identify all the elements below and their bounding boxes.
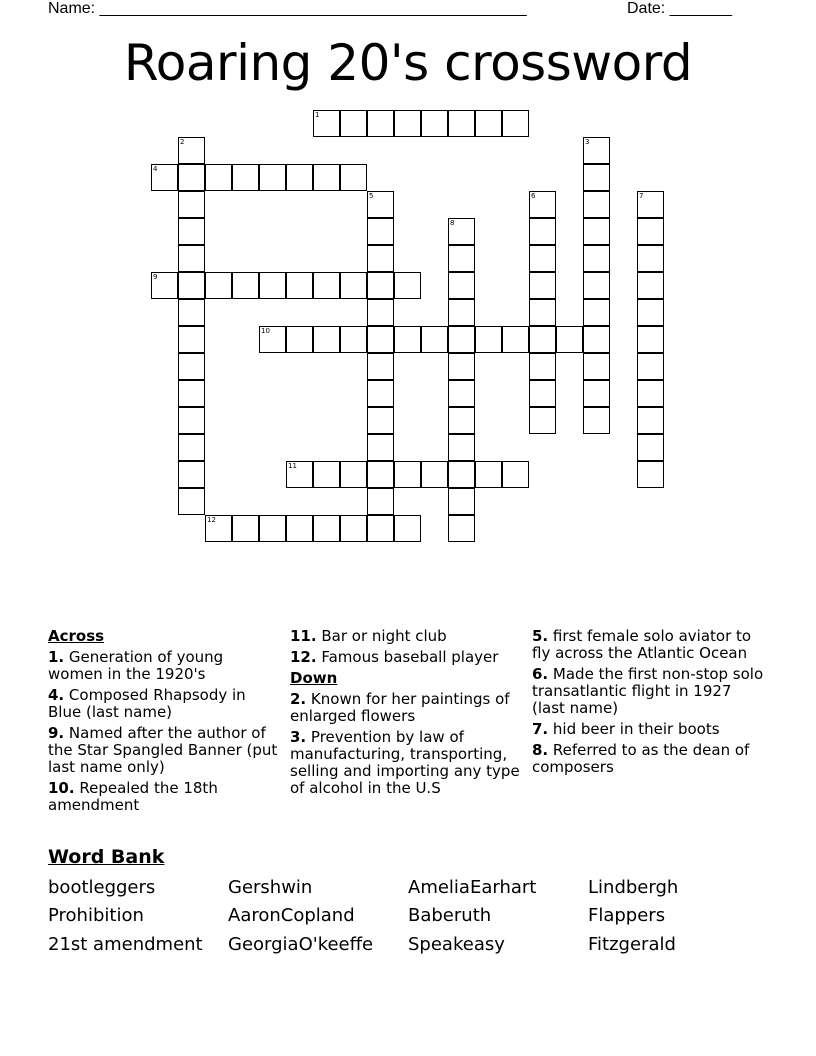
- down-clue-6: 6. Made the first non-stop solo transatlantic flight in 1927 (last name): [532, 665, 764, 717]
- cell-number: 1: [315, 111, 320, 119]
- grid-cell[interactable]: [232, 272, 259, 299]
- grid-cell[interactable]: [529, 191, 556, 218]
- cell-number: 8: [450, 219, 455, 227]
- grid-cell[interactable]: [475, 326, 502, 353]
- grid-cell[interactable]: [178, 137, 205, 164]
- across-clue-1: 1. Generation of young women in the 1920's: [48, 648, 224, 683]
- grid-cell[interactable]: [583, 137, 610, 164]
- cell-number: 11: [288, 462, 297, 470]
- grid-cell[interactable]: [448, 299, 475, 326]
- grid-cell[interactable]: [475, 110, 502, 137]
- grid-cell[interactable]: [367, 218, 394, 245]
- grid-cell[interactable]: [448, 272, 475, 299]
- grid-cell[interactable]: [232, 164, 259, 191]
- grid-cell[interactable]: [421, 110, 448, 137]
- grid-cell[interactable]: [394, 272, 421, 299]
- grid-cell[interactable]: [637, 245, 664, 272]
- word-bank-entry: bootleggers: [48, 876, 156, 898]
- grid-cell[interactable]: [313, 461, 340, 488]
- cell-number: 9: [153, 273, 158, 281]
- cell-number: 2: [180, 138, 185, 146]
- grid-cell[interactable]: [286, 272, 313, 299]
- grid-cell[interactable]: [367, 272, 394, 299]
- across-clue-9: 9. Named after the author of the Star Spangled Banner (put last name only): [48, 724, 278, 776]
- grid-cell[interactable]: [448, 488, 475, 515]
- word-bank-entry: 21st amendment: [48, 933, 203, 955]
- grid-cell[interactable]: [178, 434, 205, 461]
- word-bank-row: [48, 873, 768, 902]
- grid-cell[interactable]: [448, 461, 475, 488]
- grid-cell[interactable]: [448, 515, 475, 542]
- grid-cell[interactable]: [529, 380, 556, 407]
- word-bank-entry: Speakeasy: [408, 933, 505, 955]
- grid-cell[interactable]: [583, 407, 610, 434]
- grid-cell[interactable]: [367, 380, 394, 407]
- cell-number: 5: [369, 192, 374, 200]
- clue-column-3: [532, 628, 764, 780]
- grid-cell[interactable]: [529, 299, 556, 326]
- grid-cell[interactable]: [178, 380, 205, 407]
- grid-cell[interactable]: [394, 515, 421, 542]
- grid-cell[interactable]: [502, 461, 529, 488]
- word-bank-entry: Prohibition: [48, 905, 144, 927]
- cell-number: 10: [261, 327, 270, 335]
- grid-cell[interactable]: [367, 110, 394, 137]
- grid-cell[interactable]: [475, 461, 502, 488]
- grid-cell[interactable]: [583, 299, 610, 326]
- grid-cell[interactable]: [637, 407, 664, 434]
- grid-cell[interactable]: [529, 407, 556, 434]
- grid-cell[interactable]: [178, 353, 205, 380]
- grid-cell[interactable]: [340, 272, 367, 299]
- grid-cell[interactable]: [637, 218, 664, 245]
- grid-cell[interactable]: [178, 218, 205, 245]
- grid-cell[interactable]: [367, 515, 394, 542]
- grid-cell[interactable]: [205, 164, 232, 191]
- grid-cell[interactable]: [178, 326, 205, 353]
- word-bank-entry: Gershwin: [228, 876, 313, 898]
- grid-cell[interactable]: [583, 326, 610, 353]
- grid-cell[interactable]: [286, 515, 313, 542]
- word-bank-entry: Fitzgerald: [588, 933, 676, 955]
- grid-cell[interactable]: [394, 326, 421, 353]
- word-bank-entry: Baberuth: [408, 905, 492, 927]
- grid-cell[interactable]: [637, 191, 664, 218]
- grid-cell[interactable]: [178, 245, 205, 272]
- grid-cell[interactable]: [529, 218, 556, 245]
- grid-cell[interactable]: [583, 218, 610, 245]
- grid-cell[interactable]: [448, 353, 475, 380]
- word-bank-entry: GeorgiaO'keeffe: [228, 933, 374, 955]
- grid-cell[interactable]: [151, 164, 178, 191]
- word-bank-entry: AaronCopland: [228, 905, 355, 927]
- grid-cell[interactable]: [286, 164, 313, 191]
- grid-cell[interactable]: [637, 353, 664, 380]
- grid-cell[interactable]: [583, 380, 610, 407]
- grid-cell[interactable]: [205, 515, 232, 542]
- grid-cell[interactable]: [367, 353, 394, 380]
- grid-cell[interactable]: [583, 353, 610, 380]
- grid-cell[interactable]: [313, 164, 340, 191]
- grid-cell[interactable]: [340, 164, 367, 191]
- down-clue-2: 2. Known for her paintings of enlarged flowers: [290, 690, 510, 725]
- cell-number: 12: [207, 516, 216, 524]
- grid-cell[interactable]: [583, 191, 610, 218]
- grid-cell[interactable]: [637, 272, 664, 299]
- grid-cell[interactable]: [448, 380, 475, 407]
- grid-cell[interactable]: [367, 434, 394, 461]
- down-heading: Down: [290, 669, 338, 687]
- grid-cell[interactable]: [178, 488, 205, 515]
- cell-number: 3: [585, 138, 590, 146]
- clue-column-1: [48, 628, 278, 818]
- grid-cell[interactable]: [448, 434, 475, 461]
- grid-cell[interactable]: [367, 299, 394, 326]
- grid-cell[interactable]: [529, 353, 556, 380]
- grid-cell[interactable]: [448, 218, 475, 245]
- grid-cell[interactable]: [151, 272, 178, 299]
- grid-cell[interactable]: [205, 272, 232, 299]
- grid-cell[interactable]: [448, 407, 475, 434]
- grid-cell[interactable]: [259, 272, 286, 299]
- grid-cell[interactable]: [259, 515, 286, 542]
- grid-cell[interactable]: [286, 326, 313, 353]
- clue-column-2: [290, 628, 525, 801]
- cell-number: 7: [639, 192, 644, 200]
- across-heading: Across: [48, 627, 105, 645]
- grid-cell[interactable]: [637, 380, 664, 407]
- grid-cell[interactable]: [259, 326, 286, 353]
- down-clue-3: 3. Prevention by law of manufacturing, transporting, selling and importing any type of alcohol in the U.S: [290, 728, 520, 797]
- grid-cell[interactable]: [637, 461, 664, 488]
- grid-cell[interactable]: [583, 164, 610, 191]
- grid-cell[interactable]: [448, 326, 475, 353]
- down-clue-8: 8. Referred to as the dean of composers: [532, 741, 750, 776]
- grid-cell[interactable]: [502, 326, 529, 353]
- grid-cell[interactable]: [637, 434, 664, 461]
- grid-cell[interactable]: [178, 299, 205, 326]
- grid-cell[interactable]: [556, 326, 583, 353]
- grid-cell[interactable]: [340, 461, 367, 488]
- grid-cell[interactable]: [502, 110, 529, 137]
- word-bank-row: [48, 930, 768, 959]
- grid-cell[interactable]: [367, 326, 394, 353]
- grid-cell[interactable]: [637, 299, 664, 326]
- grid-cell[interactable]: [259, 164, 286, 191]
- grid-cell[interactable]: [340, 515, 367, 542]
- cell-number: 6: [531, 192, 536, 200]
- grid-cell[interactable]: [313, 272, 340, 299]
- grid-cell[interactable]: [367, 407, 394, 434]
- grid-cell[interactable]: [286, 461, 313, 488]
- grid-cell[interactable]: [448, 110, 475, 137]
- across-clue-10: 10. Repealed the 18th amendment: [48, 779, 218, 814]
- name-line: Name: ________________________________________________: [48, 0, 527, 17]
- grid-cell[interactable]: [313, 515, 340, 542]
- grid-cell[interactable]: [394, 461, 421, 488]
- grid-cell[interactable]: [178, 272, 205, 299]
- grid-cell[interactable]: [529, 245, 556, 272]
- across-clue-4: 4. Composed Rhapsody in Blue (last name): [48, 686, 246, 721]
- word-bank: [48, 873, 768, 959]
- grid-cell[interactable]: [178, 407, 205, 434]
- page-title: Roaring 20's crossword: [123, 34, 693, 92]
- grid-cell[interactable]: [529, 272, 556, 299]
- across-clue-12: 12. Famous baseball player: [290, 648, 499, 666]
- grid-cell[interactable]: [232, 515, 259, 542]
- word-bank-entry: AmeliaEarhart: [408, 876, 537, 898]
- grid-cell[interactable]: [529, 326, 556, 353]
- grid-cell[interactable]: [394, 110, 421, 137]
- grid-cell[interactable]: [421, 326, 448, 353]
- grid-cell[interactable]: [340, 326, 367, 353]
- grid-cell[interactable]: [178, 164, 205, 191]
- grid-cell[interactable]: [367, 488, 394, 515]
- grid-cell[interactable]: [340, 110, 367, 137]
- grid-cell[interactable]: [583, 245, 610, 272]
- grid-cell[interactable]: [178, 461, 205, 488]
- grid-cell[interactable]: [583, 272, 610, 299]
- grid-cell[interactable]: [178, 191, 205, 218]
- grid-cell[interactable]: [448, 245, 475, 272]
- date-line: Date: _______: [627, 0, 732, 17]
- word-bank-row: [48, 902, 768, 931]
- word-bank-title: Word Bank: [48, 846, 165, 868]
- word-bank-entry: Lindbergh: [588, 876, 679, 898]
- down-clue-7: 7. hid beer in their boots: [532, 720, 720, 738]
- grid-cell[interactable]: [367, 461, 394, 488]
- word-bank-entry: Flappers: [588, 905, 666, 927]
- across-clue-11: 11. Bar or night club: [290, 627, 447, 645]
- grid-cell[interactable]: [313, 110, 340, 137]
- grid-cell[interactable]: [421, 461, 448, 488]
- grid-cell[interactable]: [367, 245, 394, 272]
- grid-cell[interactable]: [637, 326, 664, 353]
- grid-cell[interactable]: [313, 326, 340, 353]
- grid-cell[interactable]: [367, 191, 394, 218]
- down-clue-5: 5. first female solo aviator to fly across the Atlantic Ocean: [532, 627, 752, 662]
- cell-number: 4: [153, 165, 158, 173]
